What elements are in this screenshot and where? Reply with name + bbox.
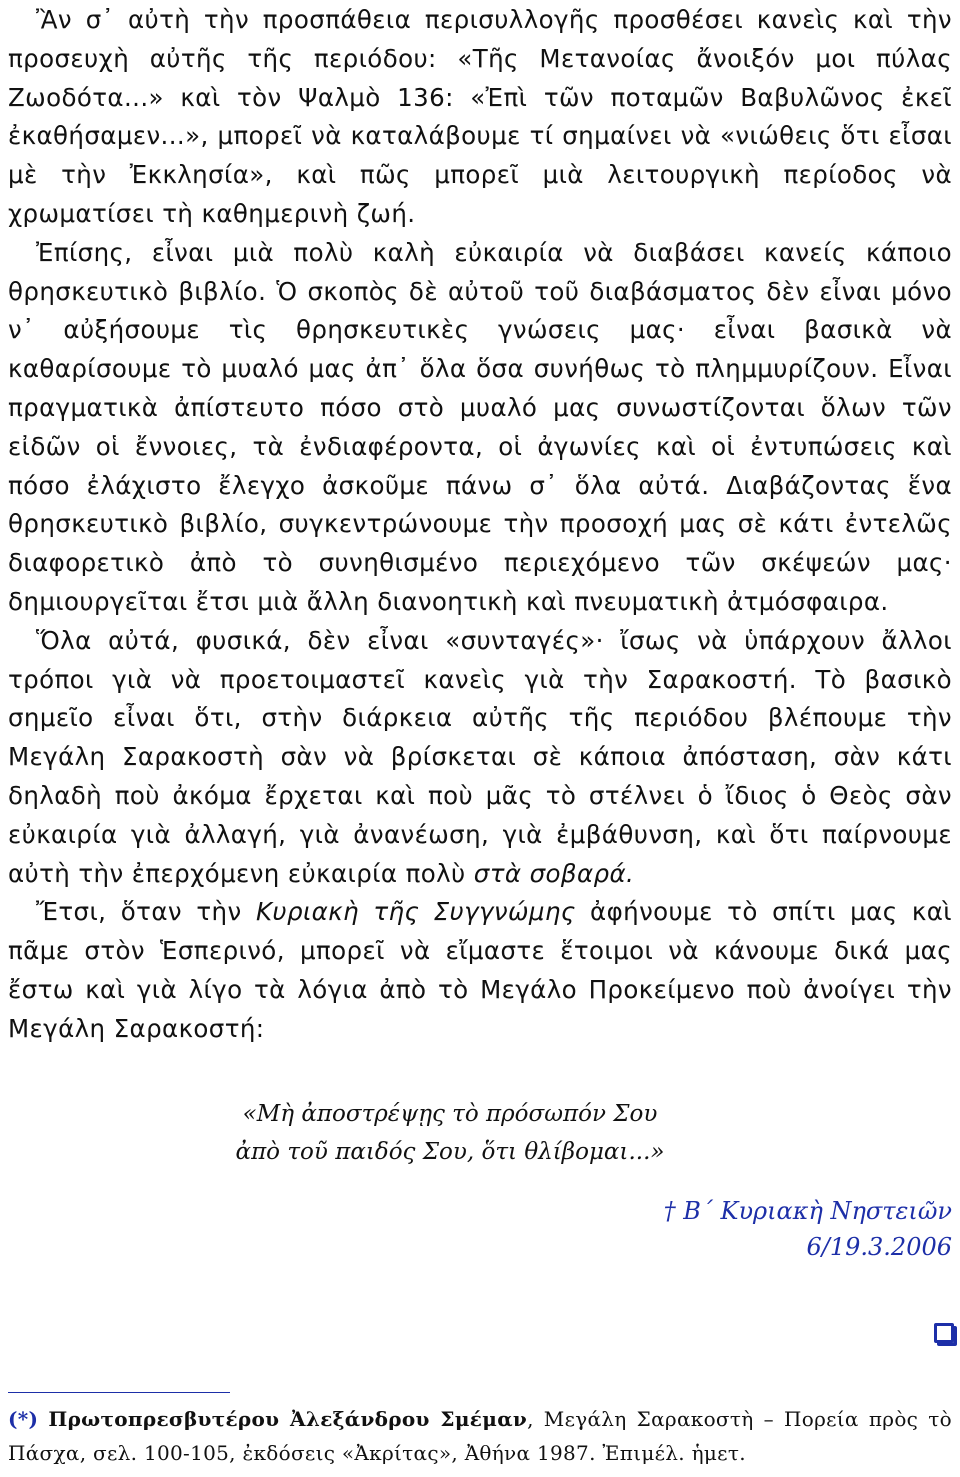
footnote-author: Πρωτοπρεσβυτέρου Ἀλεξάνδρου Σμέμαν: [48, 1407, 528, 1431]
checkbox-icon: [934, 1323, 954, 1343]
paragraph-4-emphasis: Κυριακὴ τῆς Συγγνώμης: [255, 897, 576, 927]
footnote-citation: , Μεγάλη Σαρακοστὴ – Πορεία πρὸς τὸ Πάσχα, σελ. 100-105, ἐκδόσεις «Ἀκρίτας», Ἀθήνα 1987. Ἐπιμέλ. ἡμετ.: [8, 1407, 952, 1465]
footnote: [8, 1402, 952, 1470]
paragraph-3-text: Ὅλα αὐτά, φυσικά, δὲν εἶναι «συνταγές»· ἴσως νὰ ὑπάρχουν ἄλλοι τρόποι γιὰ νὰ προετοιμαστεῖ κανεὶς γιὰ τὴν Σαρακοστή. Τὸ βασικὸ σημεῖο εἶναι ὅτι, στὴν διάρκεια αὐτῆς τῆς περιόδου βλέπουμε τὴν Μεγάλη Σαρακοστὴ σὰν νὰ βρίσκεται σὲ κάποια ἀπόσταση, σὰν κάτι δηλαδὴ ποὺ ἀκόμα ἔρχεται καὶ ποὺ μᾶς τὸ στέλνει ὁ ἴδιος ὁ Θεὸς σὰν εὐκαιρία γιὰ ἀλλαγή, γιὰ ἀνανέωση, γιὰ ἐμβάθυνση, καὶ ὅτι παίρνουμε αὐτὴ τὴν ἐπερχόμενη εὐκαιρία πολὺ: [8, 625, 952, 888]
paragraph-3: [8, 622, 952, 894]
paragraph-4: [8, 893, 952, 1048]
signature-date: 6/19.3.2006: [806, 1232, 952, 1261]
paragraph-4-text-b: ἀφήνουμε τὸ σπίτι μας καὶ πᾶμε στὸν Ἑσπερινό, μπορεῖ νὰ εἴμαστε ἕτοιμοι νὰ κάνουμε δικά μας ἔστω καὶ γιὰ λίγο τὰ λόγια ἀπὸ τὸ Μεγάλο Προκείμενο ποὺ ἀνοίγει τὴν Μεγάλη Σαρακοστή:: [8, 897, 952, 1043]
paragraph-1: Ἂν σ᾽ αὐτὴ τὴν προσπάθεια περισυλλογῆς προσθέσει κανεὶς καὶ τὴν προσευχὴ αὐτῆς τῆς περιόδου: «Τῆς Μετανοίας ἄνοιξόν μοι πύλας Ζωοδότα...» καὶ τὸν Ψαλμὸ 136: «Ἐπὶ τῶν ποταμῶν Βαβυλῶνος ἐκεῖ ἐκαθήσαμεν...», μπορεῖ νὰ καταλάβουμε τί σημαίνει νὰ «νιώθεις ὅτι εἶσαι μὲ τὴν Ἐκκλησία», καὶ πῶς μπορεῖ μιὰ λειτουργικὴ περίοδος νὰ χρωματίσει τὴ καθημερινὴ ζωή.: [8, 5, 952, 228]
document-page: [8, 0, 952, 1265]
paragraph-3-emphasis: στὰ σοβαρά.: [473, 858, 635, 888]
scripture-quote: [8, 1095, 952, 1171]
signature-date-heading: † Β΄ Κυριακὴ Νηστειῶν: [663, 1196, 952, 1225]
paragraph-2: Ἐπίσης, εἶναι μιὰ πολὺ καλὴ εὐκαιρία νὰ διαβάσει κανείς κάποιο θρησκευτικὸ βιβλίο. Ὁ σκοπὸς δὲ αὐτοῦ τοῦ διαβάσματος δὲν εἶναι μόνο ν᾽ αὐξήσουμε τὶς θρησκευτικὲς γνώσεις μας· εἶναι βασικὰ νὰ καθαρίσουμε τὸ μυαλό μας ἀπ᾽ ὅλα ὅσα συνήθως τὸ πλημμυρίζουν. Εἶναι πραγματικὰ ἀπίστευτο πόσο στὸ μυαλό μας συνωστίζονται ὅλων τῶν εἰδῶν οἱ ἔννοιες, τὰ ἐνδιαφέροντα, οἱ ἀγωνίες καὶ οἱ ἐντυπώσεις καὶ πόσο ἐλάχιστο ἔλεγχο ἀσκοῦμε πάνω σ᾽ ὅλα αὐτά. Διαβάζοντας ἕνα θρησκευτικὸ βιβλίο, συγκεντρώνουμε τὴν προσοχή μας σὲ κάτι ἐντελῶς διαφορετικὸ ἀπὸ τὸ συνηθισμένο περιεχόμενο τῶν σκέψεών μας· δημιουργεῖται ἔτσι μιὰ ἄλλη διανοητικὴ καὶ πνευματικὴ ἀτμόσφαιρα.: [8, 237, 952, 616]
footnote-divider: [8, 1392, 230, 1393]
quote-line-1: «Μὴ ἀποστρέψῃς τὸ πρόσωπόν Σου: [242, 1100, 658, 1127]
article-body: [8, 0, 952, 1049]
quote-line-2: ἀπὸ τοῦ παιδός Σου, ὅτι θλίβομαι...»: [235, 1138, 665, 1165]
paragraph-4-text-a: Ἔτσι, ὅταν τὴν: [36, 897, 256, 927]
footnote-marker: (*): [8, 1407, 39, 1431]
